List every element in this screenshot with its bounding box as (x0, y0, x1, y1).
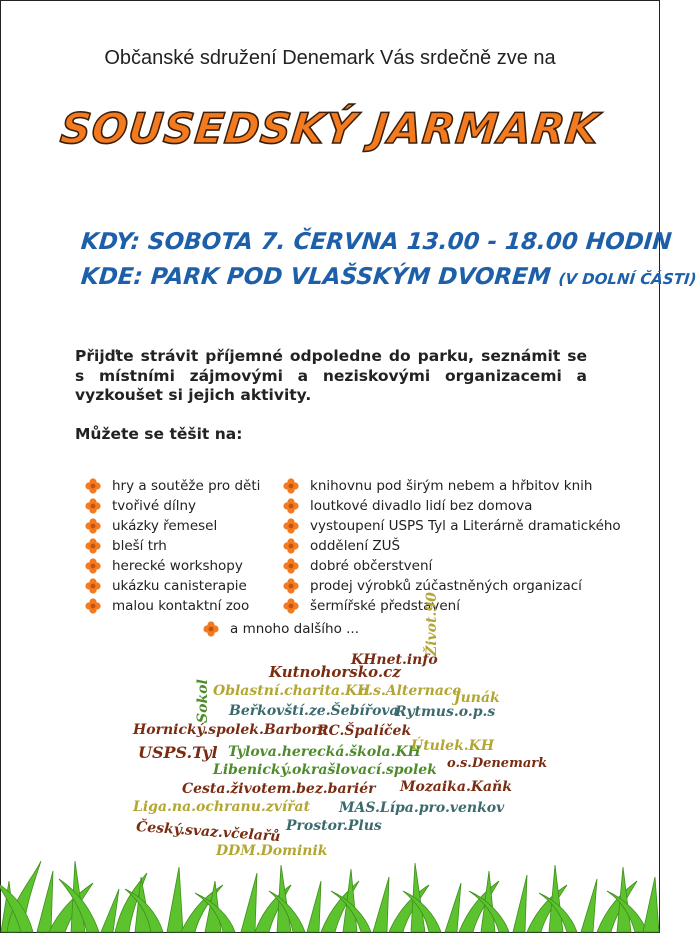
word-cloud-item: Beřkovští.ze.Šebířova (229, 703, 399, 719)
word-cloud-item: Libenický.okrašlovací.spolek (213, 762, 437, 778)
list-item: ukázku canisterapie (85, 576, 260, 596)
flower-icon (283, 598, 299, 614)
list-item: šermířské představení (283, 596, 621, 616)
word-cloud-item: USPS.Tyl (138, 743, 218, 762)
list-item: ukázky řemesel (85, 516, 260, 536)
word-cloud-item: Tylova.herecká.škola.KH (228, 744, 421, 760)
word-cloud-item: RC.Špalíček (317, 723, 412, 739)
flower-icon (85, 478, 101, 494)
word-cloud-item: DDM.Dominik (216, 843, 328, 859)
list-item: bleší trh (85, 536, 260, 556)
list-item: tvořivé dílny (85, 496, 260, 516)
grass-decoration (1, 818, 659, 932)
activities-list-right (283, 476, 621, 616)
word-cloud-item: Kutnohorsko.cz (269, 663, 401, 681)
word-cloud-item: Rytmus.o.p.s (395, 704, 496, 720)
where-line (80, 264, 698, 290)
invitation-paragraph: Přijďte strávit příjemné odpoledne do parku, seznámit se s místními zájmovými a neziskovými organizacemi a vyzkoušet si jejich aktivity. (75, 347, 587, 404)
list-item: dobré občerstvení (283, 556, 621, 576)
list-item: oddělení ZUŠ (283, 536, 621, 556)
word-cloud-item: Prostor.Plus (286, 818, 382, 834)
word-cloud-item: Mozaika.Kaňk (400, 779, 512, 795)
word-cloud-item: KHnet.info (351, 652, 438, 668)
flower-icon (85, 498, 101, 514)
where-note: (V DOLNÍ ČÁSTI) (557, 270, 698, 288)
word-cloud-item: Český.svaz.včelařů (135, 818, 281, 846)
flower-icon (283, 518, 299, 534)
event-title: SOUSEDSKÝ JARMARK (58, 104, 602, 153)
flower-icon (85, 558, 101, 574)
word-cloud-item: o.s.Alternace (359, 683, 462, 699)
flower-icon (85, 538, 101, 554)
list-item: herecké workshopy (85, 556, 260, 576)
list-item: vystoupení USPS Tyl a Literárně dramatického (283, 516, 621, 536)
flower-icon (85, 518, 101, 534)
word-cloud-item: Sokol (195, 679, 211, 723)
list-item: malou kontaktní zoo (85, 596, 260, 616)
flower-icon (283, 558, 299, 574)
word-cloud-item: Oblastní.charita.KH (213, 683, 371, 699)
list-heading: Můžete se těšit na: (75, 425, 243, 443)
word-cloud-item: o.s.Denemark (447, 756, 548, 771)
word-cloud-item: MAS.Lípa.pro.venkov (339, 800, 505, 816)
list-item: prodej výrobků zúčastněných organizací (283, 576, 621, 596)
when-line: KDY: SOBOTA 7. ČERVNA 13.00 - 18.00 HODIN (79, 229, 673, 255)
word-cloud-item: Hornický.spolek.Barbora (133, 722, 328, 738)
flower-icon (283, 478, 299, 494)
list-item: knihovnu pod širým nebem a hřbitov knih (283, 476, 621, 496)
flower-icon (283, 578, 299, 594)
flower-icon (283, 538, 299, 554)
flower-icon (85, 598, 101, 614)
where-text: KDE: PARK POD VLAŠSKÝM DVOREM (79, 264, 552, 290)
list-item: loutkové divadlo lidí bez domova (283, 496, 621, 516)
activities-list-left (85, 476, 260, 616)
word-cloud-item: Život.90 (424, 592, 440, 656)
more-item: a mnoho dalšího ... (203, 619, 359, 639)
word-cloud-item: Útulek.KH (411, 738, 495, 754)
flower-icon (283, 498, 299, 514)
word-cloud-item: Junák (454, 690, 500, 706)
intro-text: Občanské sdružení Denemark Vás srdečně zve na (104, 47, 556, 69)
word-cloud-item: Cesta.životem.bez.bariér (182, 781, 376, 797)
flower-icon (203, 621, 219, 637)
word-cloud-item: Liga.na.ochranu.zvířat (133, 799, 311, 815)
flower-icon (85, 578, 101, 594)
list-item: hry a soutěže pro děti (85, 476, 260, 496)
